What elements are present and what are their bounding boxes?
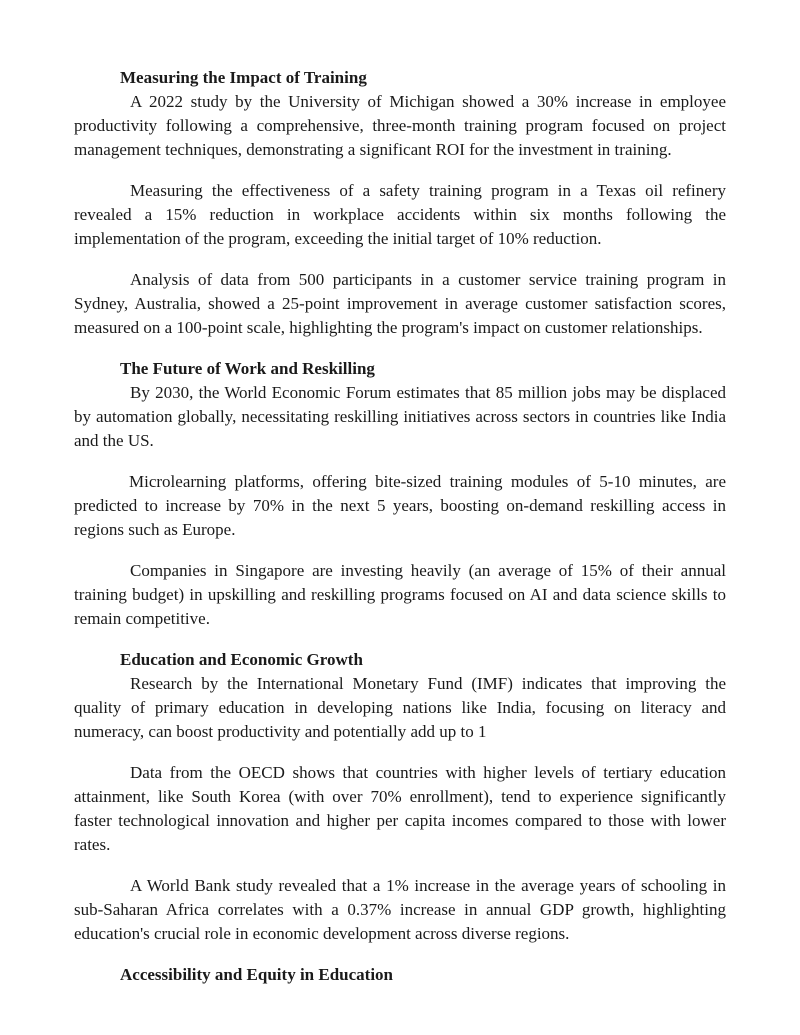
- section-heading: Measuring the Impact of Training: [120, 68, 367, 87]
- paragraph: Research by the International Monetary Fund (IMF) indicates that improving the quality of primary education in developing nations like India, focusing on literacy and numeracy, can boost productivity and potentially add up to 1: [74, 674, 726, 741]
- paragraph: By 2030, the World Economic Forum estimates that 85 million jobs may be displaced by automation globally, necessitating reskilling initiatives across sectors in countries like India and the US.: [74, 383, 726, 450]
- paragraph: Data from the OECD shows that countries with higher levels of tertiary education attainment, like South Korea (with over 70% enrollment), tend to experience significantly faster technological innovation and higher per capita incomes compared to those with lower rates.: [74, 763, 726, 854]
- paragraph: Companies in Singapore are investing heavily (an average of 15% of their annual training budget) in upskilling and reskilling programs focused on AI and data science skills to remain competitive.: [74, 561, 726, 628]
- document-page: [74, 66, 726, 987]
- paragraph: A 2022 study by the University of Michigan showed a 30% increase in employee productivity following a comprehensive, three-month training program focused on project management techniques, demonstrating a significant ROI for the investment in training.: [74, 92, 726, 159]
- paragraph: A World Bank study revealed that a 1% increase in the average years of schooling in sub-Saharan Africa correlates with a 0.37% increase in annual GDP growth, highlighting education's crucial role in economic development across diverse regions.: [74, 876, 726, 943]
- section-heading: Accessibility and Equity in Education: [120, 965, 394, 984]
- paragraph: Measuring the effectiveness of a safety training program in a Texas oil refinery revealed a 15% reduction in workplace accidents within six months following the implementation of the program, exceeding the initial target of 10% reduction.: [74, 181, 726, 248]
- paragraph: Analysis of data from 500 participants in a customer service training program in Sydney, Australia, showed a 25-point improvement in average customer satisfaction scores, measured on a 100-point scale, highlighting the program's impact on customer relationships.: [74, 270, 726, 337]
- section-heading: The Future of Work and Reskilling: [120, 359, 375, 378]
- section-heading: Education and Economic Growth: [120, 650, 363, 669]
- paragraph: Microlearning platforms, offering bite-sized training modules of 5-10 minutes, are predicted to increase by 70% in the next 5 years, boosting on-demand reskilling access in regions such as Europe.: [74, 472, 726, 539]
